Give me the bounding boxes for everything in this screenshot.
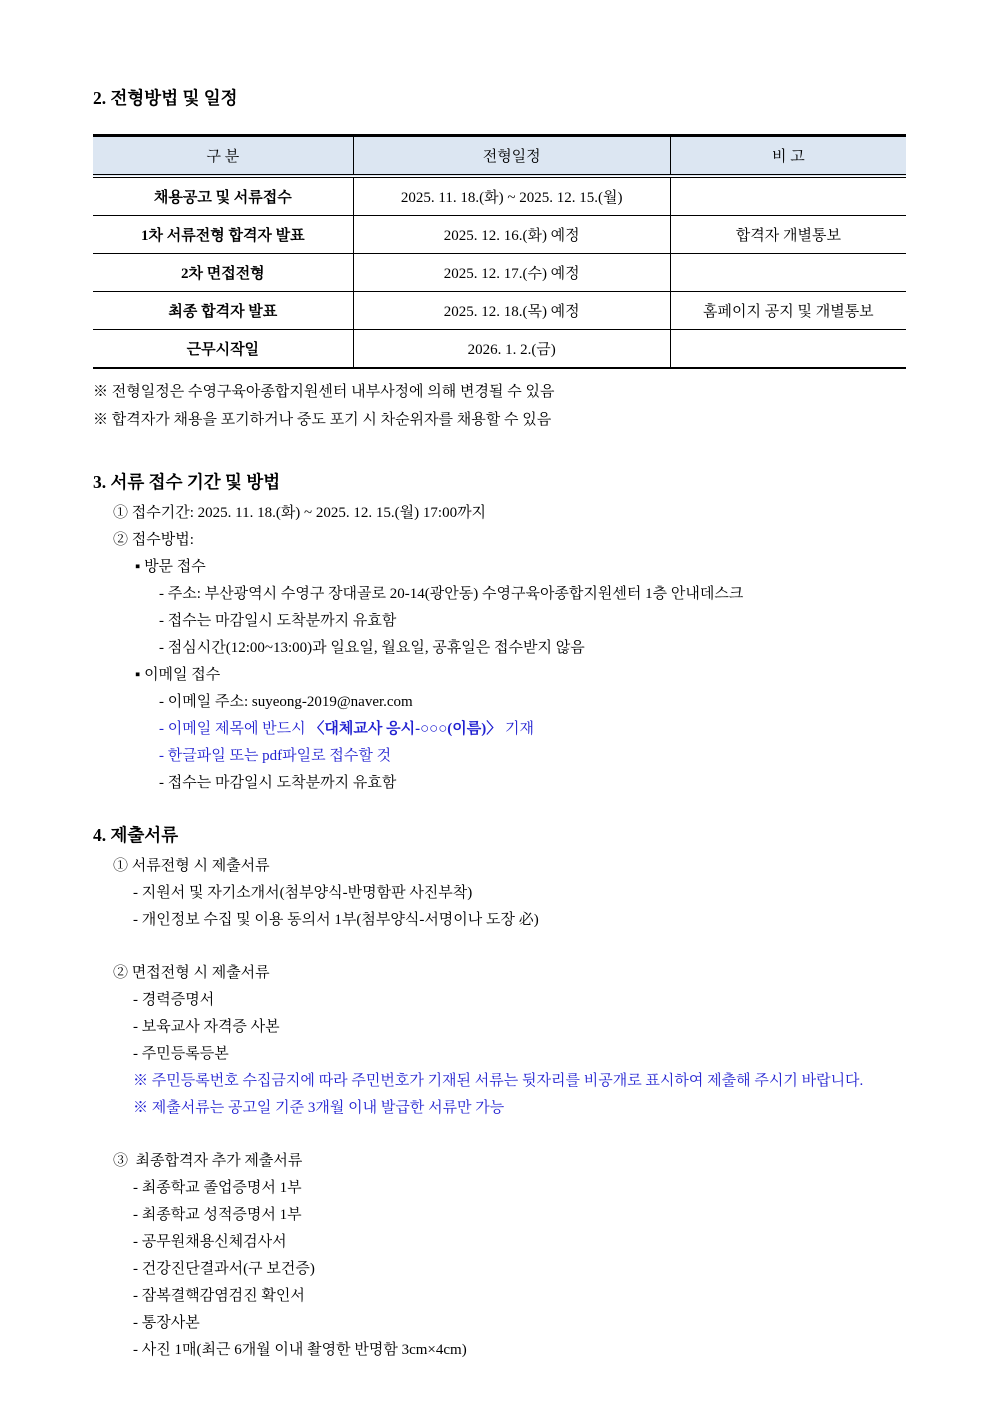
cell-note: 홈페이지 공지 및 개별통보 [670,292,906,330]
cell-category: 2차 면접전형 [93,254,353,292]
cell-category: 최종 합격자 발표 [93,292,353,330]
cell-schedule: 2025. 12. 17.(수) 예정 [353,254,670,292]
selection-schedule-table [93,134,906,369]
documents-group2-title: ② 면접전형 시 제출서류 [113,965,270,981]
table-row [93,216,906,254]
email-deadline-line: - 접수는 마감일시 도착분까지 유효함 [159,775,397,791]
documents-note-line: ※ 주민등록번호 수집금지에 따라 주민번호가 기재된 서류는 뒷자리를 비공개로 표시하여 제출해 주시기 바랍니다. [133,1073,864,1089]
receipt-method-line: ② 접수방법: [113,532,194,548]
list-item: - 공무원채용신체검사서 [133,1234,287,1250]
cell-category: 근무시작일 [186,342,260,358]
email-receipt-title: ▪ 이메일 접수 [135,667,221,683]
visit-receipt-title: ▪ 방문 접수 [135,559,206,575]
list-item: - 건강진단결과서(구 보건증) [133,1261,315,1277]
visit-address-line: - 주소: 부산광역시 수영구 장대골로 20-14(광안동) 수영구육아종합지원센터 1층 안내데스크 [159,586,744,602]
list-item: - 잠복결핵감염검진 확인서 [133,1288,305,1304]
list-item: - 경력증명서 [133,992,215,1008]
cell-note [670,176,906,216]
documents-group3-title: ③ 최종합격자 추가 제출서류 [113,1153,303,1169]
schedule-note-line: ※ 합격자가 채용을 포기하거나 중도 포기 시 차순위자를 채용할 수 있음 [93,412,552,428]
documents-group1-title: ① 서류전형 시 제출서류 [113,858,270,874]
list-item: - 최종학교 성적증명서 1부 [133,1207,302,1223]
table-row [93,292,906,330]
documents-note-line: ※ 제출서류는 공고일 기준 3개월 이내 발급한 서류만 가능 [133,1100,505,1116]
cell-note [670,254,906,292]
section-documents-heading: 4. 제출서류 [93,825,179,845]
list-item: - 개인정보 수집 및 이용 동의서 1부(첨부양식-서명이나 도장 必) [133,912,539,928]
table-header-row [93,136,906,177]
list-item: - 지원서 및 자기소개서(첨부양식-반명함판 사진부착) [133,885,473,901]
email-subject-prefix: - 이메일 제목에 반드시 [159,721,310,737]
cell-schedule: 2025. 12. 16.(화) 예정 [353,216,670,254]
table-header-note: 비 고 [670,136,906,177]
list-item: - 최종학교 졸업증명서 1부 [133,1180,302,1196]
cell-category: 1차 서류전형 합격자 발표 [93,216,353,254]
email-subject-required-format: 〈대체교사 응시-○○○(이름)〉 [309,721,502,737]
table-row [93,176,906,216]
section-receipt-heading: 3. 서류 접수 기간 및 방법 [93,472,281,492]
cell-schedule: 2025. 12. 18.(목) 예정 [353,292,670,330]
table-header-schedule: 전형일정 [353,136,670,177]
schedule-note-line: ※ 전형일정은 수영구육아종합지원센터 내부사정에 의해 변경될 수 있음 [93,384,555,400]
visit-hours-line: - 점심시간(12:00~13:00)과 일요일, 월요일, 공휴일은 접수받지 않음 [159,640,585,656]
schedule-notes [93,378,906,434]
cell-note: 합격자 개별통보 [670,216,906,254]
table-row [93,330,906,369]
section-selection-heading: 2. 전형방법 및 일정 [93,88,238,108]
list-item: - 주민등록등본 [133,1046,229,1062]
table-header-category: 구 분 [93,136,353,177]
list-item: - 보육교사 자격증 사본 [133,1019,280,1035]
table-row [93,254,906,292]
list-item: - 사진 1매(최근 6개월 이내 촬영한 반명함 3cm×4cm) [133,1342,467,1358]
email-file-format-line: - 한글파일 또는 pdf파일로 접수할 것 [159,748,392,764]
cell-schedule: 2026. 1. 2.(금) [353,330,670,369]
list-item: - 통장사본 [133,1315,200,1331]
email-subject-suffix: 기재 [501,721,534,737]
email-subject-line [93,716,906,743]
cell-category: 채용공고 및 서류접수 [93,176,353,216]
receipt-period-line: ① 접수기간: 2025. 11. 18.(화) ~ 2025. 12. 15.(월) 17:00까지 [113,505,487,521]
email-address-line: - 이메일 주소: suyeong-2019@naver.com [159,694,413,710]
cell-note [670,330,906,369]
cell-schedule: 2025. 11. 18.(화) ~ 2025. 12. 15.(월) [353,176,670,216]
visit-deadline-line: - 접수는 마감일시 도착분까지 유효함 [159,613,397,629]
